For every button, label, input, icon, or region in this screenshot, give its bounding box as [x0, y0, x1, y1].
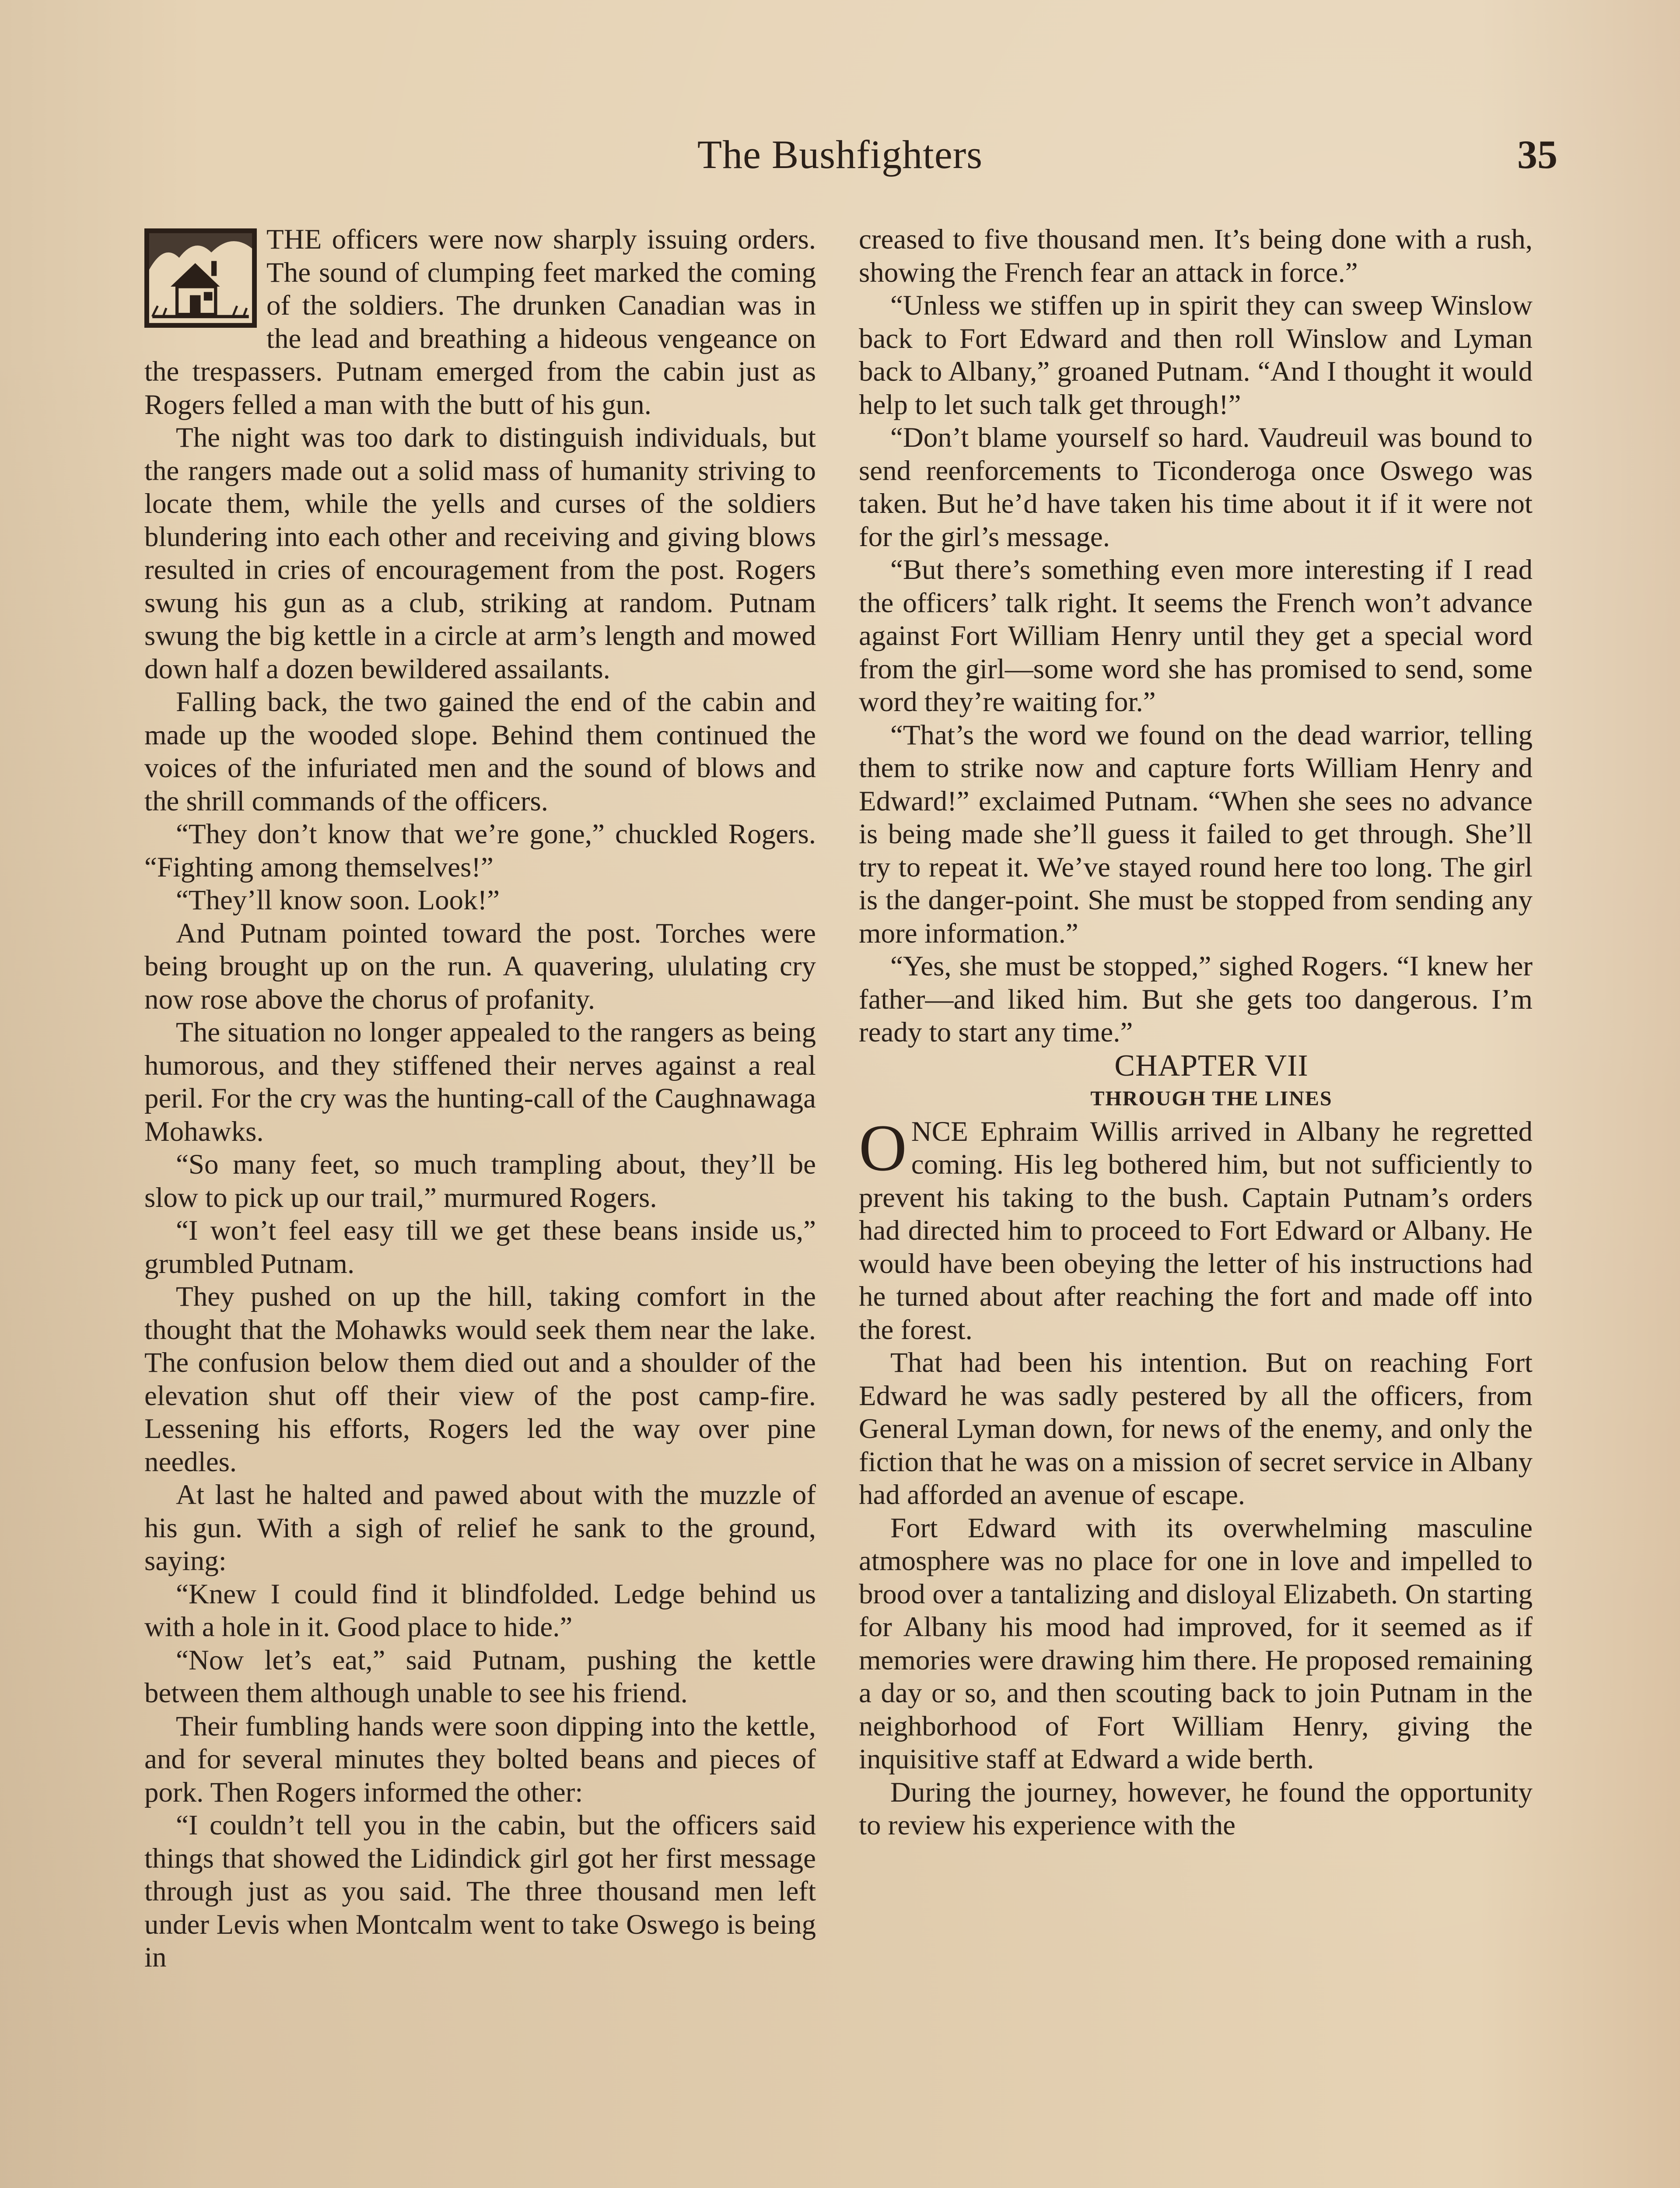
paragraph: The situation no longer appealed to the rangers as being humorous, and they stiffened their nerves against a real peril. For the cry was the hunting-call of the Caughnawaga Mohawks. [144, 1017, 816, 1147]
paragraph: They pushed on up the hill, taking comfort in the thought that the Mohawks would seek them near the lake. The confusion below them died out and a shoulder of the elevation shut off their view of the post camp-fire. Lessening his efforts, Rogers led the way over pine needles. [144, 1281, 816, 1478]
paragraph: “Yes, she must be stopped,” sighed Rogers. “I knew her father—and liked him. But she gets too dangerous. I’m ready to start any time.” [859, 950, 1533, 1048]
paragraph: During the journey, however, he found the opportunity to review his experience with the [859, 1776, 1533, 1841]
chapter-subtitle: THROUGH THE LINES [1090, 1087, 1333, 1110]
paragraph: “So many feet, so much trampling about, they’ll be slow to pick up our trail,” murmured Rogers. [144, 1149, 816, 1213]
paragraph: Their fumbling hands were soon dipping into the kettle, and for several minutes they bolted beans and pieces of pork. Then Rogers informed the other: [144, 1710, 816, 1808]
paragraph: “I won’t feel easy till we get these beans inside us,” grumbled Putnam. [144, 1215, 816, 1280]
right-column [859, 223, 1533, 2188]
running-title: The Bushfighters [697, 132, 983, 177]
paragraph: “Unless we stiffen up in spirit they can sweep Winslow back to Fort Edward and then roll Winslow and Lyman back to Albany,” groaned Putnam. “And I thought it would help to let such talk get through!” [859, 290, 1533, 421]
page-number: 35 [1517, 132, 1558, 177]
cabin-vignette-icon [144, 228, 257, 328]
drop-cap: O [859, 1111, 907, 1185]
paragraph: That had been his intention. But on reaching Fort Edward he was sadly pestered by all the officers, from General Lyman down, for news of the enemy, and only the fiction that he was on a mission of secret service in Albany had afforded an avenue of escape. [859, 1347, 1533, 1511]
paragraph-text: NCE Ephraim Willis arrived in Albany he regretted coming. His leg bothered him, but not sufficiently to prevent his taking to the bush. Captain Putnam’s orders had directed him to proceed to Fort Edward or Albany. He would have been obeying the letter of his instructions had he turned about after reaching the fort and made off into the forest. [859, 1115, 1533, 1346]
paragraph [859, 1111, 1533, 1347]
paragraph: The night was too dark to distinguish individuals, but the rangers made out a solid mass of humanity striving to locate them, while the yells and curses of the soldiers blundering into each other and receiving and giving blows resulted in cries of encouragement from the post. Rogers swung his gun as a club, striking at random. Putnam swung the big kettle in a circle at arm’s length and mowed down half a dozen bewildered assailants. [144, 422, 816, 685]
left-column [144, 223, 816, 2188]
paragraph: creased to five thousand men. It’s being done with a rush, showing the French fear an attack in force.” [859, 224, 1533, 288]
paragraph: “They’ll know soon. Look!” [176, 884, 500, 916]
paragraph-text: officers were now sharply issuing orders. The sound of clumping feet marked the coming of the soldiers. The drunken Canadian was in the lead and breathing a hideous vengeance on the trespassers. Putnam emerged from the cabin just as Rogers felled a man with the butt of his gun. [144, 224, 816, 421]
paragraph: “I couldn’t tell you in the cabin, but the officers said things that showed the Lidindick girl got her first message through just as you said. The three thousand men left under Levis when Montcalm went to take Oswego is being in [144, 1809, 816, 1973]
paragraph [144, 223, 816, 421]
paragraph: “Knew I could find it blindfolded. Ledge behind us with a hole in it. Good place to hide.” [144, 1578, 816, 1643]
paragraph: Fort Edward with its overwhelming masculine atmosphere was no place for one in love and impelled to brood over a tantalizing and disloyal Elizabeth. On starting for Albany his mood had improved, for it seemed as if memories were drawing him there. He proposed remaining a day or so, and then scouting back to join Putnam in the neighborhood of Fort William Henry, giving the inquisitive staff at Edward a wide berth. [859, 1512, 1533, 1775]
chapter-title: CHAPTER VII [1114, 1048, 1309, 1083]
paragraph: “That’s the word we found on the dead warrior, telling them to strike now and capture forts William Henry and Edward!” exclaimed Putnam. “When she sees no advance is being made she’ll guess it failed to get through. She’ll try to repeat it. We’ve stayed round here too long. The girl is the danger-point. She must be stopped from sending any more information.” [859, 719, 1533, 949]
paragraph-lead-word: THE [266, 224, 322, 255]
paragraph: “Don’t blame yourself so hard. Vaudreuil was bound to send reenforcements to Ticonderoga once Oswego was taken. But he’d have taken his time about it if it were not for the girl’s message. [859, 422, 1533, 553]
paragraph: Falling back, the two gained the end of the cabin and made up the wooded slope. Behind them continued the voices of the infuriated men and the sound of blows and the shrill commands of the officers. [144, 686, 816, 817]
paragraph: “But there’s something even more interesting if I read the officers’ talk right. It seems the French won’t advance against Fort William Henry until they get a special word from the girl—some word she has promised to send, some word they’re waiting for.” [859, 554, 1533, 718]
paragraph: At last he halted and pawed about with the muzzle of his gun. With a sigh of relief he sank to the ground, saying: [144, 1479, 816, 1577]
paragraph: And Putnam pointed toward the post. Torches were being brought up on the run. A quavering, ululating cry now rose above the chorus of profanity. [144, 917, 816, 1015]
paragraph: “Now let’s eat,” said Putnam, pushing the kettle between them although unable to see his friend. [144, 1644, 816, 1709]
paragraph: “They don’t know that we’re gone,” chuckled Rogers. “Fighting among themselves!” [144, 818, 816, 883]
